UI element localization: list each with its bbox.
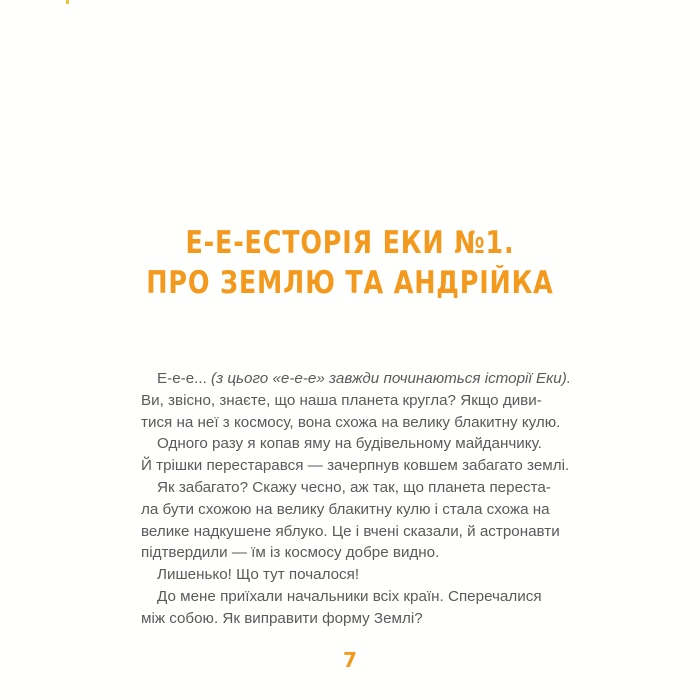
body-line: велике надкушене яблуко. Це і вчені сказали, й астронавти xyxy=(141,522,560,540)
story-body xyxy=(141,368,572,630)
body-line: ла бути схожою на велику блакитну кулю і стала схожа на xyxy=(141,500,550,518)
chapter-title-line-2: ПРО ЗЕМЛЮ ТА АНДРІЙКА xyxy=(146,265,554,301)
chapter-title-line-1: Е-Е-ЕСТОРІЯ ЕКИ №1. xyxy=(185,225,515,261)
body-line: Лишенько! Що тут почалося! xyxy=(157,566,360,584)
body-line-intro: Е-е-е... xyxy=(157,370,212,387)
page-number: 7 xyxy=(343,648,357,672)
body-line: між собою. Як виправити форму Землі? xyxy=(141,609,423,627)
body-line-italic-note: (з цього «е-е-е» завжди починаються історії Еки). xyxy=(211,370,572,387)
body-line: Як забагато? Скажу чесно, аж так, що планета переста- xyxy=(157,478,551,496)
body-line: Ви, звісно, знаєте, що наша планета кругла? Якщо диви- xyxy=(141,391,542,409)
body-line: Й трішки перестарався — зачерпнув ковшем забагато землі. xyxy=(141,457,570,475)
body-line: підтвердили — їм із космосу добре видно. xyxy=(141,544,440,562)
body-line: До мене приїхали начальники всіх країн. Сперечалися xyxy=(157,587,542,605)
body-line: тися на неї з космосу, вона схожа на велику блакитну кулю. xyxy=(141,413,561,431)
body-line xyxy=(141,368,572,390)
page-edge-mark xyxy=(66,0,69,4)
body-line: Одного разу я копав яму на будівельному майданчику. xyxy=(157,435,542,453)
